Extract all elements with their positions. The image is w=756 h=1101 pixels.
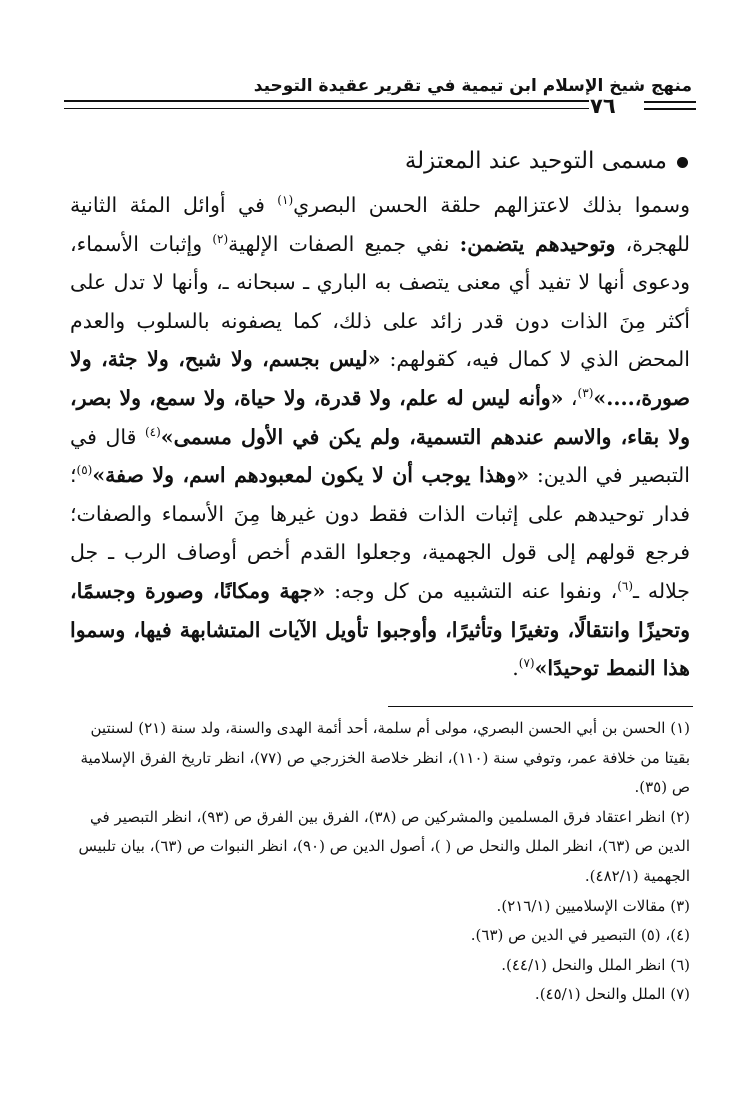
- footnote-1: (١) الحسن بن أبي الحسن البصري، مولى أم سلمة، أحد أئمة الهدى والسنة، ولد سنة (٢١) لسنتين بقيتا من خلافة عمر، وتوفي سنة (١١٠)، انظر خلاصة الخزرجي ص (٧٧)، انظر تاريخ الفرق الإسلامية ص (٣٥).: [80, 719, 690, 797]
- bullet-icon: [677, 157, 688, 168]
- body-bold-run: «وهذا يوجب أن لا يكون لمعبودهم اسم، ولا صفة»: [92, 463, 530, 488]
- body-text-run: وإثبات الأسماء، ودعوى أنها لا تفيد أي معنى يتصف به الباري ـ سبحانه ـ، وأنها لا تدل على أكثر مِنَ الذات دون قدر زائد على ذلك، كما يصفونه بالسلوب والعدم المحض الذي لا كمال فيه، كقولهم:: [70, 231, 690, 372]
- body-text-run: وسموا بذلك لاعتزالهم حلقة الحسن البصري: [293, 193, 691, 217]
- section-heading-text: مسمى التوحيد عند المعتزلة: [404, 148, 667, 174]
- footnote-ref: (١): [277, 193, 294, 208]
- footnote-7: (٧) الملل والنحل (٤٥/١).: [534, 985, 690, 1004]
- body-text-run: ،: [563, 385, 578, 410]
- body-bold-run: «وأنه ليس له علم، ولا قدرة، ولا حياة، ولا سمع، ولا بصر، ولا بقاء، والاسم عندهم التسمية، ولم يكن في الأول مسمى»: [70, 385, 690, 449]
- footnote-2: (٢) انظر اعتقاد فرق المسلمين والمشركين ص (٣٨)، الفرق بين الفرق ص (٩٣)، انظر التبصير في الدين ص (٦٣)، انظر الملل والنحل ص ( )، أصول الدين ص (٩٠)، انظر النبوات ص (٦٣)، بيان تلبيس الجهمية (٤٨٢/١).: [78, 807, 690, 885]
- page-number: ٧٦: [590, 94, 616, 118]
- running-header-title: منهج شيخ الإسلام ابن تيمية في تقرير عقيدة التوحيد: [253, 76, 692, 96]
- footnote-ref: (٥): [76, 463, 93, 478]
- body-bold-run: «جهة ومكانًا، وصورة وجسمًا، وتحيزًا وانتقالًا، وتغيرًا وتأثيرًا، وأوجبوا تأويل الآيات المتشابهة فيها، وسموا هذا النمط توحيدًا»: [70, 578, 690, 681]
- footnote-ref: (٦): [617, 579, 634, 594]
- header-rule-thin: [64, 108, 589, 109]
- footnote-separator: [388, 706, 693, 707]
- main-paragraph: [70, 186, 690, 688]
- body-text-run: ؛ فدار توحيدهم على إثبات الذات فقط دون غيرها مِنَ الأسماء والصفات؛ فرجع قولهم إلى قول الجهمية، وجعلوا القدم أخص أوصاف الرب ـ جل جلاله ـ: [70, 463, 690, 603]
- footnotes: [70, 714, 690, 1010]
- header-rule-thick: [64, 100, 589, 102]
- section-heading: [405, 148, 688, 174]
- body-text-run: نفي جميع الصفات الإلهية: [228, 231, 460, 256]
- body-text-run: قال في التبصير في الدين:: [70, 424, 690, 488]
- body-text-run: .: [512, 656, 519, 681]
- footnote-3: (٣) مقالات الإسلاميين (٢١٦/١).: [496, 896, 690, 915]
- page-number-rule-bottom: [644, 108, 696, 110]
- body-text-run: ، ونفوا عنه التشبيه من كل وجه:: [325, 578, 618, 603]
- body-text-run: في أوائل المئة الثانية للهجرة،: [70, 193, 690, 256]
- footnote-6: (٦) انظر الملل والنحل (٤٤/١).: [501, 955, 690, 974]
- body-bold-run: «ليس بجسم، ولا شبح، ولا جثة، ولا صورة،....»: [70, 347, 690, 410]
- footnote-4-5: (٤)، (٥) التبصير في الدين ص (٦٣).: [470, 926, 690, 945]
- page-number-rule-top: [644, 101, 696, 103]
- footnote-ref: (٤): [144, 424, 161, 439]
- footnote-ref: (٧): [518, 656, 535, 671]
- footnote-ref: (٢): [212, 231, 229, 246]
- footnote-ref: (٣): [577, 386, 594, 401]
- body-bold-run: وتوحيدهم يتضمن:: [459, 231, 616, 256]
